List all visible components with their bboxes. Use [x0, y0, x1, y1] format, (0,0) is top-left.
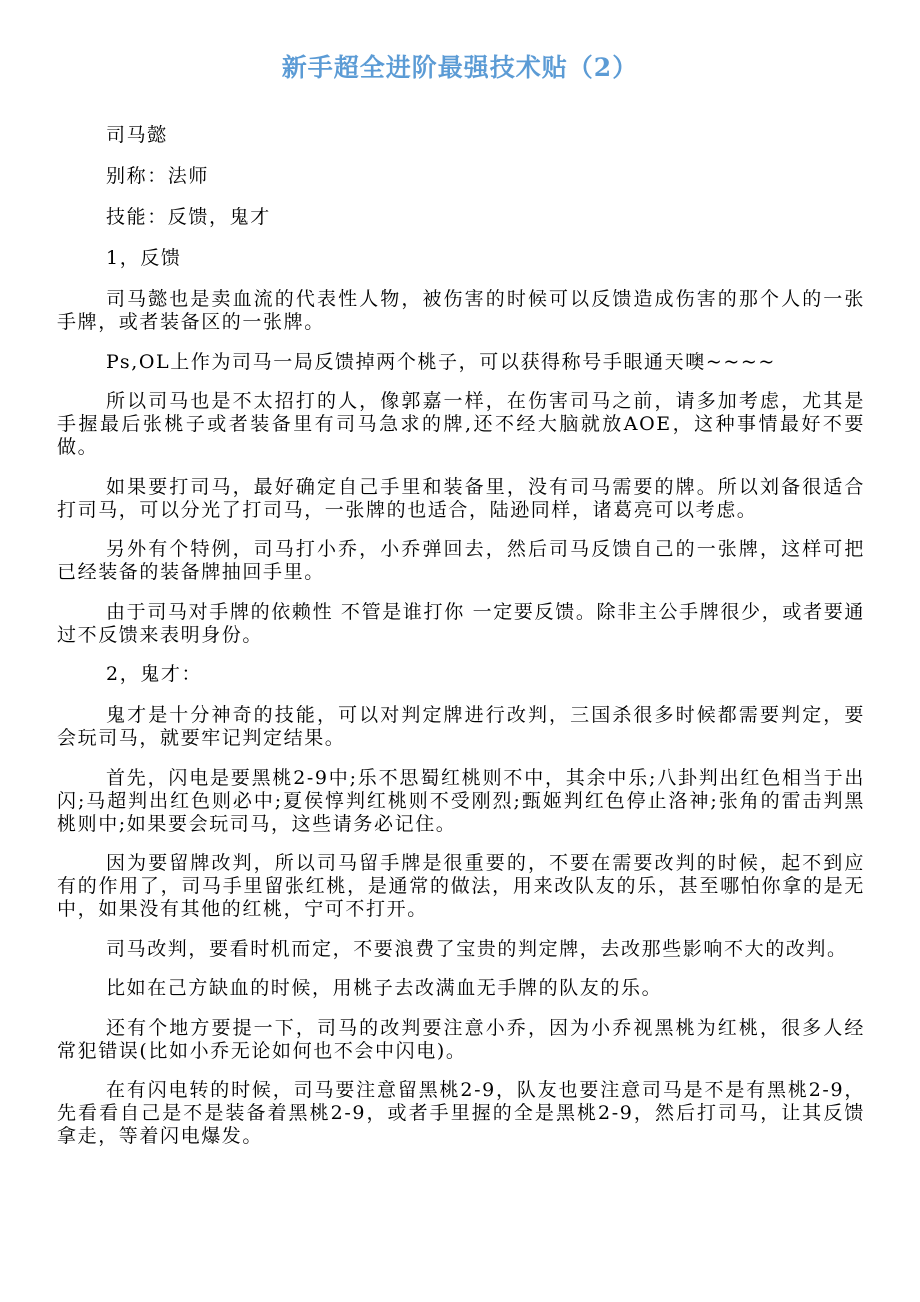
paragraph: 首先，闪电是要黑桃2-9中;乐不思蜀红桃则不中，其余中乐;八卦判出红色相当于出闪;马超判出红色则必中;夏侯惇判红桃则不受刚烈;甄姬判红色停止洛神;张角的雷击判黑桃则中;如果要会玩司马，这些请务必记住。: [57, 766, 865, 835]
paragraph: 所以司马也是不太招打的人，像郭嘉一样，在伤害司马之前，请多加考虑，尤其是手握最后张桃子或者装备里有司马急求的牌,还不经大脑就放AOE，这种事情最好不要做。: [57, 390, 865, 458]
paragraph-skills: 技能：反馈，鬼才: [106, 206, 271, 228]
paragraph: 另外有个特例，司马打小乔，小乔弹回去，然后司马反馈自己的一张牌，这样可把已经装备的装备牌抽回手里。: [57, 538, 865, 583]
paragraph: 比如在己方缺血的时候，用桃子去改满血无手牌的队友的乐。: [106, 977, 663, 999]
paragraph: 鬼才是十分神奇的技能，可以对判定牌进行改判，三国杀很多时候都需要判定，要会玩司马，就要牢记判定结果。: [57, 704, 865, 749]
paragraph: 还有个地方要提一下，司马的改判要注意小乔，因为小乔视黑桃为红桃，很多人经常犯错误(比如小乔无论如何也不会中闪电)。: [57, 1016, 865, 1062]
paragraph-character-name: 司马懿: [106, 124, 168, 146]
paragraph: 司马改判，要看时机而定，不要浪费了宝贵的判定牌，去改那些影响不大的改判。: [106, 937, 848, 960]
paragraph: 由于司马对手牌的依赖性 不管是谁打你 一定要反馈。除非主公手牌很少，或者要通过不反馈来表明身份。: [57, 600, 865, 646]
paragraph: 如果要打司马，最好确定自己手里和装备里，没有司马需要的牌。所以刘备很适合打司马，可以分光了打司马，一张牌的也适合，陆逊同样，诸葛亮可以考虑。: [57, 475, 865, 521]
paragraph-alias: 别称：法师: [106, 165, 210, 187]
paragraph: 在有闪电转的时候，司马要注意留黑桃2-9，队友也要注意司马是不是有黑桃2-9，先看看自己是不是装备着黑桃2-9，或者手里握的全是黑桃2-9，然后打司马，让其反馈拿走，等着闪电爆发。: [57, 1079, 865, 1147]
paragraph: 司马懿也是卖血流的代表性人物，被伤害的时候可以反馈造成伤害的那个人的一张手牌，或者装备区的一张牌。: [57, 288, 865, 333]
paragraph: 因为要留牌改判，所以司马留手牌是很重要的，不要在需要改判的时候，起不到应有的作用了，司马手里留张红桃，是通常的做法，用来改队友的乐，甚至哪怕你拿的是无中，如果没有其他的红桃，宁可不打开。: [57, 852, 865, 920]
section-heading-feedback: 1，反馈: [106, 247, 182, 269]
section-heading-guicai: 2，鬼才：: [106, 663, 203, 685]
document-body: [57, 124, 865, 1165]
page-title: 新手超全进阶最强技术贴（2）: [281, 53, 639, 82]
paragraph: Ps,OL上作为司马一局反馈掉两个桃子，可以获得称号手眼通天噢~~~~: [106, 350, 776, 373]
